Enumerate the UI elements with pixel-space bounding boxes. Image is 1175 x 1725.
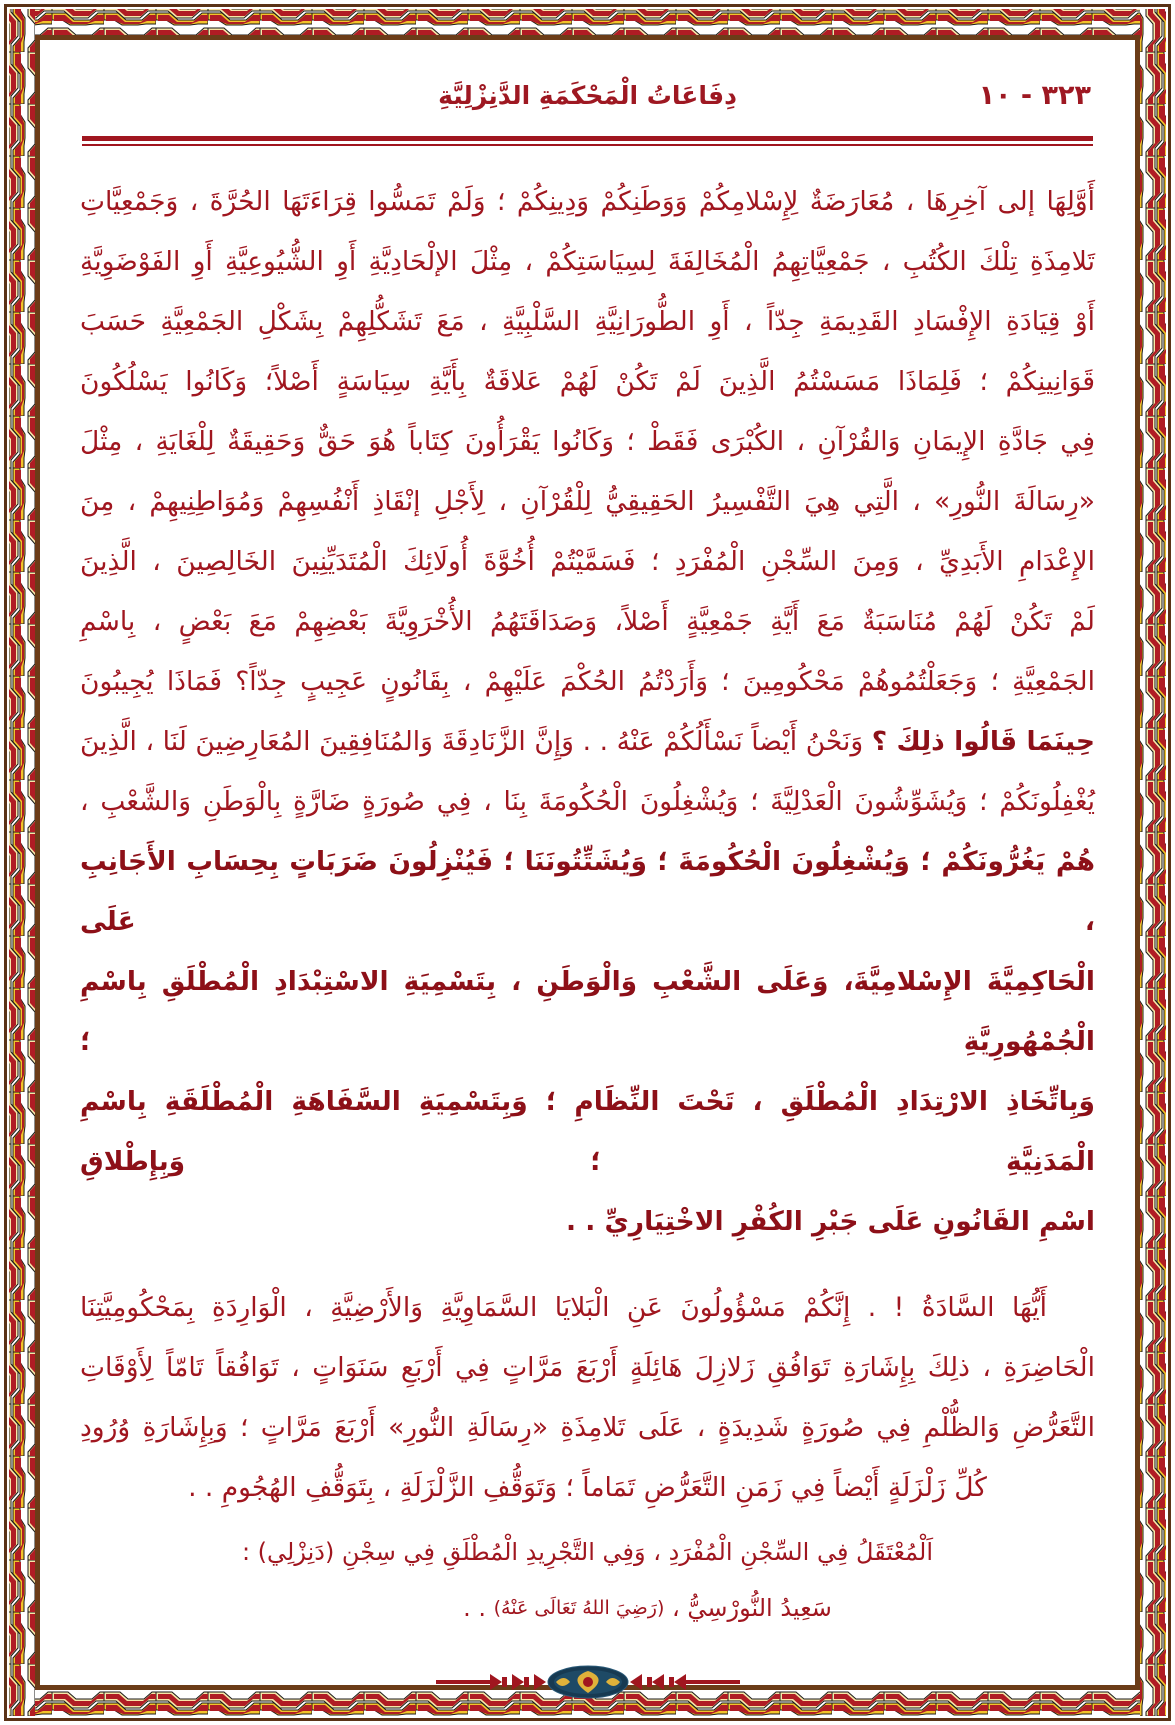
signature-block: [66, 1518, 1109, 1636]
paragraph-2-line: كُلِّ زَلْزَلَةٍ أَيْضاً فِي زَمَنِ التَّعَرُّضِ تَمَاماً ؛ وَتَوَقُّفِ الزَّلْزَلَةِ ، بِتَوَقُّفِ الهُجُومِ . .: [188, 1472, 987, 1503]
paragraph-2-line: الْحَاضِرَةِ ، ذلِكَ بِإِشَارَةِ تَوَافُقِ زَلازِلَ هَائِلَةٍ أَرْبَعَ مَرَّاتٍ فِي أَرْبَعِ سَنَوَاتٍ ، تَوَافُقاً تَامّاً لِأَوْقَاتِ: [80, 1352, 1095, 1383]
paragraph-1-line: يُغْفِلُونَكُمْ ؛ وَيُشَوِّشُونَ الْعَدْلِيَّةَ ؛ وَيُشْغِلُونَ الْحُكُومَةَ بِنَا ، فِي صُورَةٍ ضَارَّةٍ بِالْوَطَنِ وَالشَّعْبِ ،: [80, 786, 1095, 817]
signature-trailing-dots: . .: [463, 1594, 494, 1622]
paragraph-1-line: لَمْ تَكُنْ لَهُمْ مُنَاسَبَةٌ مَعَ أَيَّةِ جَمْعِيَّةٍ أَصْلاً، وَصَدَاقَتَهُمُ الأُخْرَوِيَّةَ بَعْضِهِمْ مَعَ بَعْضٍ ، بِاسْمِ: [80, 606, 1095, 637]
paragraph-1-line: تَلامِذَةِ تِلْكَ الكُتُبِ ، جَمْعِيَّاتِهِمُ الْمُخَالِفَةَ لِسِيَاسَتِكُمْ ، مِثْلَ الإلْحَادِيَّةِ أَوِ الشُّيُوعِيَّةِ أَوِ الفَوْضَوِيَّةِ: [80, 246, 1095, 277]
bold-paragraph-line: الْحَاكِمِيَّةَ الإِسْلامِيَّةَ، وَعَلَى الشَّعْبِ وَالْوَطَنِ ، بِتَسْمِيَةِ الاسْتِبْدَادِ الْمُطْلَقِ بِاسْمِ الْجُمْهُورِيَّةِ ؛: [80, 966, 1095, 1057]
paragraph-1-continuation: وَنَحْنُ أَيْضاً نَسْأَلُكُمْ عَنْهُ . . وَإِنَّ الزَّنَادِقَةَ وَالمُنَافِقِينَ المُعَارِضِينَ لَنَا ، الَّذِينَ: [80, 726, 864, 757]
body-text: [66, 146, 1109, 1518]
divider-ornament-icon: [428, 1665, 748, 1699]
bold-paragraph-line: هُمْ يَغُرُّونَكُمْ ؛ وَيُشْغِلُونَ الْحُكُومَةَ ؛ وَيُشَتِّتُونَنَا ؛ فَيُنْزِلُونَ ضَرَبَاتٍ بِحِسَابِ الأَجَانِبِ ، عَلَى: [80, 846, 1095, 937]
paragraph-1-line: أَوَّلِهَا إلى آخِرِهَا ، مُعَارَضَةٌ لِإِسْلامِكُمْ وَوَطَنِكُمْ وَدِينِكُمْ ؛ وَلَمْ تَمَسُّوا قِرَاءَتَهَا الحُرَّةَ ، وَجَمْعِيَّاتِ: [80, 186, 1095, 217]
page-header: [66, 72, 1109, 130]
paragraph-1-line: قَوَانِينِكُمْ ؛ فَلِمَاذَا مَسَسْتُمُ الَّذِينَ لَمْ تَكُنْ لَهُمْ عَلاقَةٌ بِأَيَّةِ سِيَاسَةٍ أَصْلاً؛ وَكَانُوا يَسْلُكُونَ: [80, 366, 1095, 397]
header-divider: [82, 136, 1093, 146]
paragraph-2-line: التَّعَرُّضِ وَالظُّلْمِ فِي صُورَةٍ شَدِيدَةٍ ، عَلَى تَلامِذَةِ «رِسَالَةِ النُّورِ» أَرْبَعَ مَرَّاتٍ ؛ وَبِإِشَارَةِ وُرُودِ: [80, 1412, 1095, 1443]
decorative-divider: [66, 1662, 1109, 1702]
page-content: [48, 48, 1127, 1677]
paragraph-2-line: أَيُّهَا السَّادَةُ ! . إِنَّكُمْ مَسْؤُولُونَ عَنِ الْبَلايَا السَّمَاوِيَّةِ وَالأَرْضِيَّةِ ، الْوَارِدَةِ بِمَحْكُومِيَّتِنَا: [80, 1292, 1047, 1323]
header-rule-thick: [82, 136, 1093, 141]
paragraph-1-line-with-emphasis: [80, 712, 1095, 772]
author-name: سَعِيدُ النُّورْسِيُّ ،: [664, 1594, 832, 1622]
paragraph-1-line: أَوْ قِيَادَةِ الإِفْسَادِ القَدِيمَةِ جِدّاً ، أَوِ الطُّورَانِيَّةِ السَّلْبِيَّةِ ، مَعَ تَشَكُّلِهِمْ بِشَكْلِ الجَمْعِيَّةِ حَسَبَ: [80, 306, 1095, 337]
honorific-glyph: (رَضِيَ اللهُ تَعَالَى عَنْهُ): [493, 1597, 665, 1619]
signature-attribution: اَلْمُعْتَقَلُ فِي السِّجْنِ الْمُفْرَدِ ، وَفِي التَّجْرِيدِ الْمُطْلَقِ فِي سِجْنِ (دَنِزْلِي) :: [241, 1538, 934, 1566]
signature-name-line: [80, 1580, 1095, 1636]
paragraph-spacer: [80, 1252, 1095, 1278]
book-title: دِفَاعَاتُ الْمَحْكَمَةِ الدَّنِزْلِيَّةِ: [438, 81, 737, 110]
paragraph-1-line: الجَمْعِيَّةِ ؛ وَجَعَلْتُمُوهُمْ مَحْكُومِينَ ؛ وَأَرَدْتُمُ الحُكْمَ عَلَيْهِمْ ، بِقَانُونٍ عَجِيبٍ جِدّاً؟ فَمَاذَا يُجِيبُونَ: [80, 666, 1095, 697]
emphasized-question: حِينَمَا قَالُوا ذلِكَ ؟: [871, 726, 1095, 757]
bold-paragraph-line: اسْمِ القَانُونِ عَلَى جَبْرِ الكُفْرِ الاخْتِيَارِيِّ . .: [565, 1206, 1095, 1237]
paragraph-1-line: «رِسَالَةَ النُّورِ» ، الَّتِي هِيَ التَّفْسِيرُ الحَقِيقِيُّ لِلْقُرْآنِ ، لِأَجْلِ إنْقَاذِ أَنْفُسِهِمْ وَمُوَاطِنِيهِمْ ، مِنَ: [80, 486, 1095, 517]
page-number: ٣٢٣ - ١٠: [978, 80, 1091, 111]
paragraph-1-line: الإِعْدَامِ الأَبَدِيِّ ، وَمِنَ السِّجْنِ الْمُفْرَدِ ؛ فَسَمَّيْتُمْ أُخُوَّةَ أُولَائِكَ الْمُتَدَيِّنِينَ الخَالِصِينَ ، الَّذِينَ: [80, 546, 1095, 577]
paragraph-1-line: فِي جَادَّةِ الإِيمَانِ وَالقُرْآنِ ، الكُبْرَى فَقَطْ ؛ وَكَانُوا يَقْرَأُونَ كِتَاباً هُوَ حَقٌّ وَحَقِيقَةٌ لِلْغَايَةِ ، مِثْلَ: [80, 426, 1095, 457]
bold-paragraph-line: وَبِاتِّخَاذِ الارْتِدَادِ الْمُطْلَقِ ، تَحْتَ النِّظَامِ ؛ وَبِتَسْمِيَةِ السَّفَاهَةِ الْمُطْلَقَةِ بِاسْمِ الْمَدَنِيَّةِ ؛ وَبِإِطْلاقِ: [80, 1086, 1095, 1177]
